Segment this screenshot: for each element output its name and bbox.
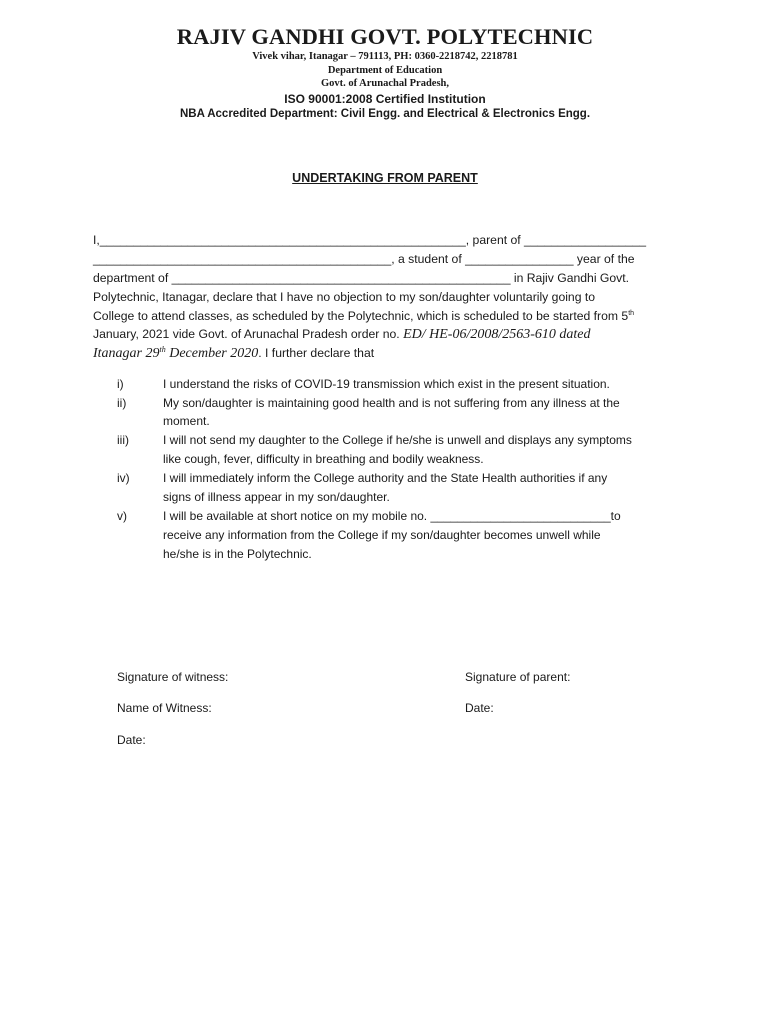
list-item-number: ii) [117,396,127,410]
body-line-2: ____________________________________________, a student of ________________ year of the [93,252,635,266]
list-item: I understand the risks of COVID-19 transmission which exist in the present situation. [163,377,610,391]
list-item: I will be available at short notice on my mobile no. ___________________________to [163,509,621,523]
department-name: Department of Education [327,65,443,76]
list-item-number: iv) [117,471,130,485]
list-item: I will not send my daughter to the College if he/she is unwell and displays any symptoms [163,433,632,447]
list-item-continuation: signs of illness appear in my son/daughter. [163,490,390,504]
list-item: I will immediately inform the College authority and the State Health authorities if any [163,471,608,485]
witness-signature-label: Signature of witness: [117,670,229,684]
iso-certification: ISO 90001:2008 Certified Institution [284,92,486,106]
body-line-7-rest: . I further declare that [258,346,375,360]
body-line-3: department of __________________________________________________ in Rajiv Gandhi Govt. [93,271,630,285]
list-item: My son/daughter is maintaining good health and is not suffering from any illness at the [163,396,620,410]
list-item-number: iii) [117,433,129,447]
body-line-5-text: College to attend classes, as scheduled by the Polytechnic, which is scheduled to be started from 5 [93,309,629,323]
body-line-4: Polytechnic, Itanagar, declare that I have no objection to my son/daughter voluntarily going to [93,290,596,304]
document-title: UNDERTAKING FROM PARENT [292,171,478,185]
body-line-5 [93,309,634,323]
witness-date-label: Date: [117,733,146,747]
list-item-continuation: like cough, fever, difficulty in breathing and bodily weakness. [163,452,484,466]
body-line-6-text: January, 2021 vide Govt. of Arunachal Pradesh order no. [93,327,404,341]
institution-address: Vivek vihar, Itanagar – 791113, PH: 0360-2218742, 2218781 [252,51,518,62]
parent-signature-label: Signature of parent: [465,670,571,684]
list-item-continuation: moment. [163,414,210,428]
body-line-1: I,______________________________________________________, parent of __________________ [93,233,647,247]
list-item-number: v) [117,509,127,523]
body-line-6 [93,327,591,343]
ordinal-suffix: th [628,310,635,317]
parent-date-label: Date: [465,701,494,715]
ordinal-suffix: th [159,345,166,354]
list-item-continuation: he/she is in the Polytechnic. [163,547,312,561]
order-date: December 2020 [165,346,259,361]
order-number: ED/ HE-06/2008/2563-610 dated [403,327,591,342]
institution-name: RAJIV GANDHI GOVT. POLYTECHNIC [176,24,594,49]
list-item-continuation: receive any information from the College if my son/daughter becomes unwell while [163,528,601,542]
nba-accreditation: NBA Accredited Department: Civil Engg. and Electrical & Electronics Engg. [179,108,591,120]
list-item-number: i) [117,377,124,391]
body-line-7 [93,346,374,362]
order-place: Itanagar 29 [93,346,160,361]
witness-name-label: Name of Witness: [117,701,212,715]
government-name: Govt. of Arunachal Pradesh, [320,78,450,89]
